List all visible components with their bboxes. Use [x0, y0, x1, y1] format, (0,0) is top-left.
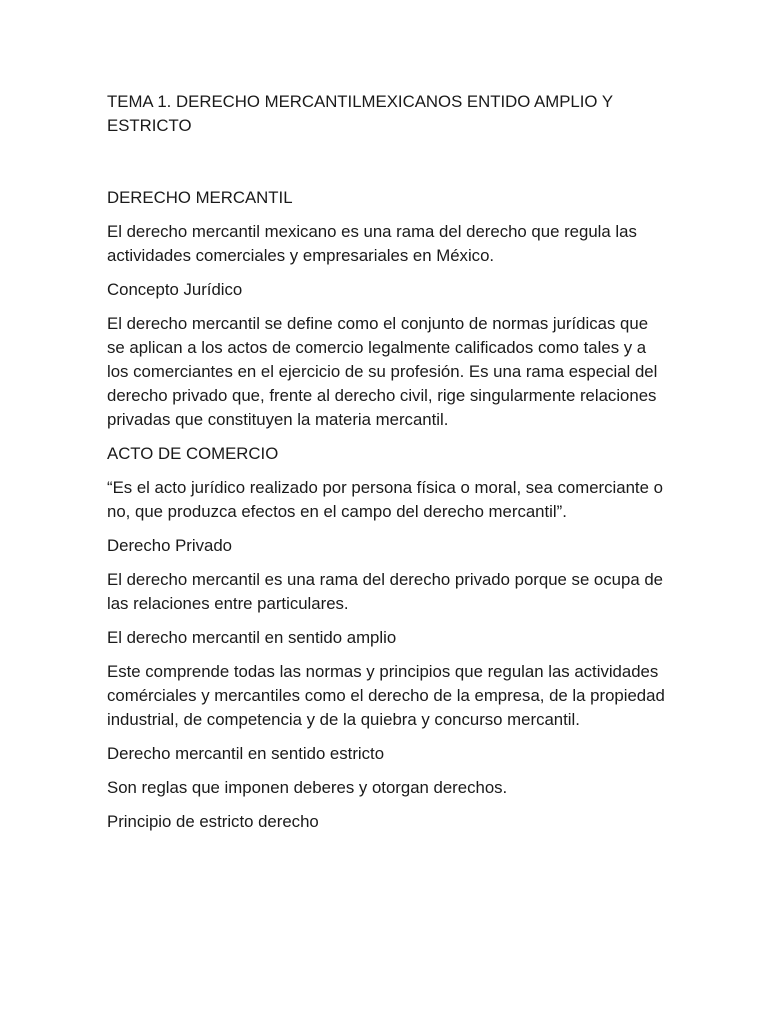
paragraph-derecho-privado: El derecho mercantil es una rama del derecho privado porque se ocupa de las relaciones entre particulares. — [107, 570, 663, 613]
section-heading-derecho-privado: Derecho Privado — [107, 536, 232, 555]
section-heading-derecho-mercantil: DERECHO MERCANTIL — [107, 188, 293, 207]
section-heading-sentido-estricto: Derecho mercantil en sentido estricto — [107, 744, 385, 763]
paragraph-sentido-estricto: Son reglas que imponen deberes y otorgan derechos. — [107, 778, 508, 797]
section-heading-principio-estricto-derecho: Principio de estricto derecho — [107, 812, 319, 831]
document-page — [107, 90, 667, 844]
paragraph-sentido-amplio: Este comprende todas las normas y principios que regulan las actividades comérciales y mercantiles como el derecho de la empresa, de la propiedad industrial, de competencia y de la quiebra y concurso mercantil. — [107, 662, 665, 729]
section-heading-concepto-juridico: Concepto Jurídico — [107, 280, 243, 299]
section-heading-sentido-amplio: El derecho mercantil en sentido amplio — [107, 628, 397, 647]
paragraph-acto-de-comercio: “Es el acto jurídico realizado por persona física o moral, sea comerciante o no, que produzca efectos en el campo del derecho mercantil”. — [107, 478, 663, 521]
section-heading-acto-de-comercio: ACTO DE COMERCIO — [107, 444, 279, 463]
document-title: TEMA 1. DERECHO MERCANTILMEXICANOS ENTIDO AMPLIO Y ESTRICTO — [107, 92, 613, 135]
paragraph-definicion: El derecho mercantil mexicano es una rama del derecho que regula las actividades comerciales y empresariales en México. — [107, 222, 637, 265]
paragraph-concepto-juridico: El derecho mercantil se define como el conjunto de normas jurídicas que se aplican a los actos de comercio legalmente calificados como tales y a los comerciantes en el ejercicio de su profesión. Es una rama especial del derecho privado que, frente al derecho civil, rige singularmente relaciones privadas que constituyen la materia mercantil. — [107, 314, 658, 429]
